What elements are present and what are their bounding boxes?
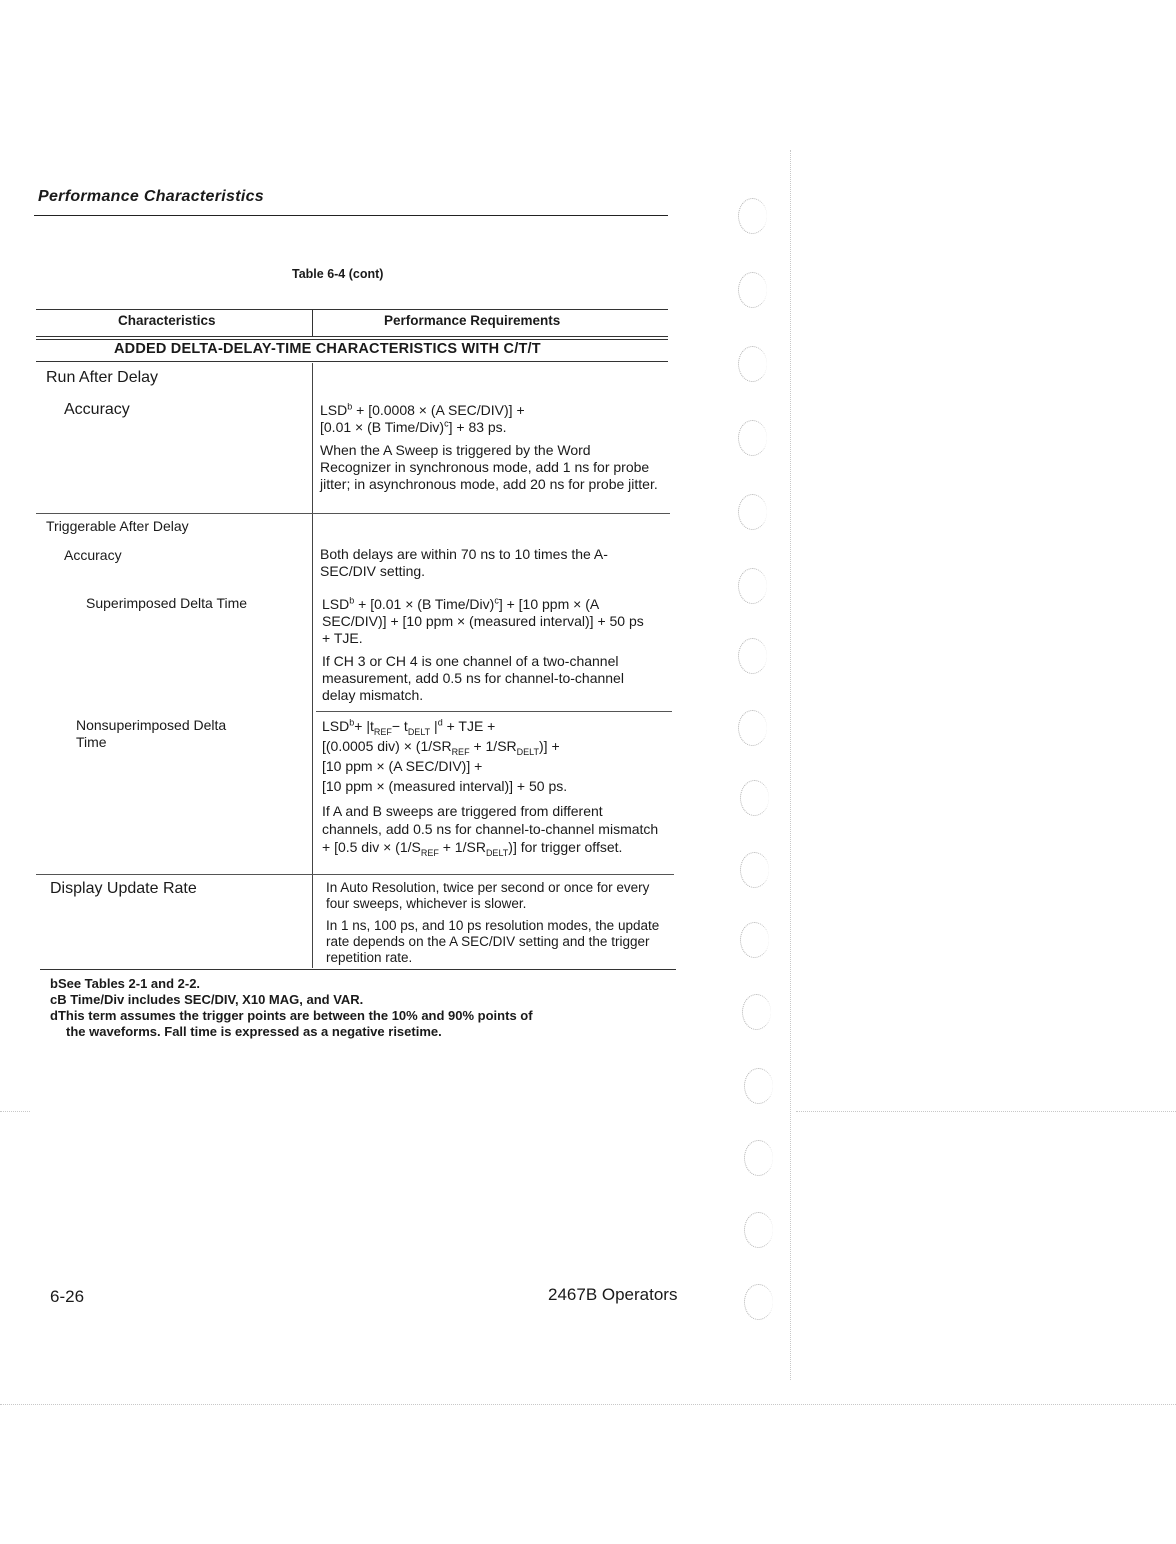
table-caption: Table 6-4 (cont) (292, 267, 384, 281)
binder-hole-icon (738, 710, 767, 746)
header-rule (34, 215, 668, 216)
binder-hole-icon (742, 994, 771, 1030)
label-triggerable-after-delay: Triggerable After Delay (46, 518, 189, 534)
page-edge-right (796, 1111, 1176, 1112)
binder-hole-icon (738, 272, 767, 308)
row-rule (36, 874, 674, 875)
binder-hole-icon (744, 1068, 773, 1104)
label-nonsuperimposed-delta-time: Nonsuperimposed Delta Time (76, 717, 227, 750)
page-edge-vertical (790, 150, 791, 1380)
row-rule (36, 513, 670, 514)
nonsuperimposed-requirement (322, 716, 662, 856)
label-accuracy-triggerable: Accuracy (64, 547, 122, 563)
display-update-requirement (326, 880, 661, 966)
display-update-text-1: In Auto Resolution, twice per second or once for every four sweeps, whichever is slower. (326, 880, 650, 911)
binder-hole-icon (740, 780, 769, 816)
label-run-after-delay: Run After Delay (46, 369, 159, 386)
manual-title: 2467B Operators (548, 1285, 678, 1304)
ns-formula-line-3: [10 ppm × (A SEC/DIV)] + (322, 758, 483, 774)
ns-formula-line-4: [10 ppm × (measured interval)] + 50 ps. (322, 778, 568, 794)
binder-hole-icon (738, 494, 767, 530)
superimposed-note: If CH 3 or CH 4 is one channel of a two-channel measurement, add 0.5 ns for channel-to-channel delay mismatch. (322, 653, 624, 703)
footnote-c: cB Time/Div includes SEC/DIV, X10 MAG, and VAR. (50, 992, 364, 1007)
ns-formula-line-2: [(0.0005 $div) \times (1/SR_{REF} + 1/SR_{DELT})$] + (322, 738, 560, 757)
row-rule (316, 711, 672, 712)
section-heading: ADDED DELTA-DELAY-TIME CHARACTERISTICS WITH C/T/T (114, 341, 541, 357)
section-rule (36, 361, 668, 362)
label-superimposed-delta-time: Superimposed Delta Time (86, 595, 248, 611)
column-header-characteristics: Characteristics (118, 313, 216, 328)
superimposed-requirement (322, 596, 654, 704)
table-top-rule (36, 309, 668, 310)
formula-line-1: $LSD^b + [0.0008 \times (A$ SEC/DIV)] + (320, 401, 525, 418)
binder-hole-icon (738, 568, 767, 604)
header-rule-1 (36, 336, 668, 337)
jitter-note: When the A Sweep is triggered by the Word Recognizer in synchronous mode, add 1 ns for probe jitter; in asynchronous mode, add 20 ns for probe jitter. (320, 442, 658, 492)
binder-hole-icon (738, 198, 767, 234)
footnote-d: dThis term assumes the trigger points are between the 10% and 90% points of (50, 1008, 533, 1023)
binder-hole-icon (738, 420, 767, 456)
display-update-text-2: In 1 ns, 100 ps, and 10 ps resolution modes, the update rate depends on the A SEC/DIV setting and the trigger repetition rate. (326, 918, 660, 965)
ns-note: If A and B sweeps are triggered from different channels, add 0.5 ns for channel-to-channel mismatch + [0.5 div × $(1/S_{REF} + 1/SR_{DELT})$] for trigger offset. (322, 803, 659, 858)
binder-hole-icon (740, 922, 769, 958)
formula-line-2: [0.01 × (B Time/Div)$^c$] + 83 ps. (320, 418, 507, 435)
footnote-b: bSee Tables 2-1 and 2-2. (50, 976, 201, 991)
footnote-d-continued: the waveforms. Fall time is expressed as a negative risetime. (66, 1024, 442, 1039)
triggerable-accuracy-text: Both delays are within 70 ns to 10 times the A-SEC/DIV setting. (320, 546, 608, 579)
column-divider (312, 363, 313, 968)
ns-formula-line-1: $LSD^b+ |t_{REF}- t_{DELT}$ $|^d$ + TJE + (322, 717, 496, 737)
table-bottom-rule (40, 969, 676, 970)
page-number: 6-26 (50, 1287, 85, 1306)
binder-hole-icon (740, 852, 769, 888)
column-header-requirements: Performance Requirements (384, 313, 561, 328)
label-accuracy: Accuracy (64, 401, 130, 418)
page-header: Performance Characteristics (38, 188, 264, 205)
page-edge-bottom (0, 1404, 1176, 1405)
binder-hole-icon (744, 1212, 773, 1248)
header-divider (312, 310, 313, 337)
binder-hole-icon (744, 1140, 773, 1176)
header-rule-2 (36, 339, 668, 340)
run-after-delay-requirement (320, 402, 670, 493)
page-edge-left (0, 1111, 30, 1112)
binder-hole-icon (744, 1284, 773, 1320)
superimposed-formula: $LSD^b + [0.01 \times (B$ Time/Div)$^c$] + [10 ppm × (A SEC/DIV)] + [10 ppm × (measured interval)] + 50 ps + TJE. (322, 595, 644, 646)
binder-hole-icon (738, 346, 767, 382)
footnotes (50, 976, 533, 1040)
binder-hole-icon (738, 638, 767, 674)
label-display-update-rate: Display Update Rate (50, 880, 197, 897)
